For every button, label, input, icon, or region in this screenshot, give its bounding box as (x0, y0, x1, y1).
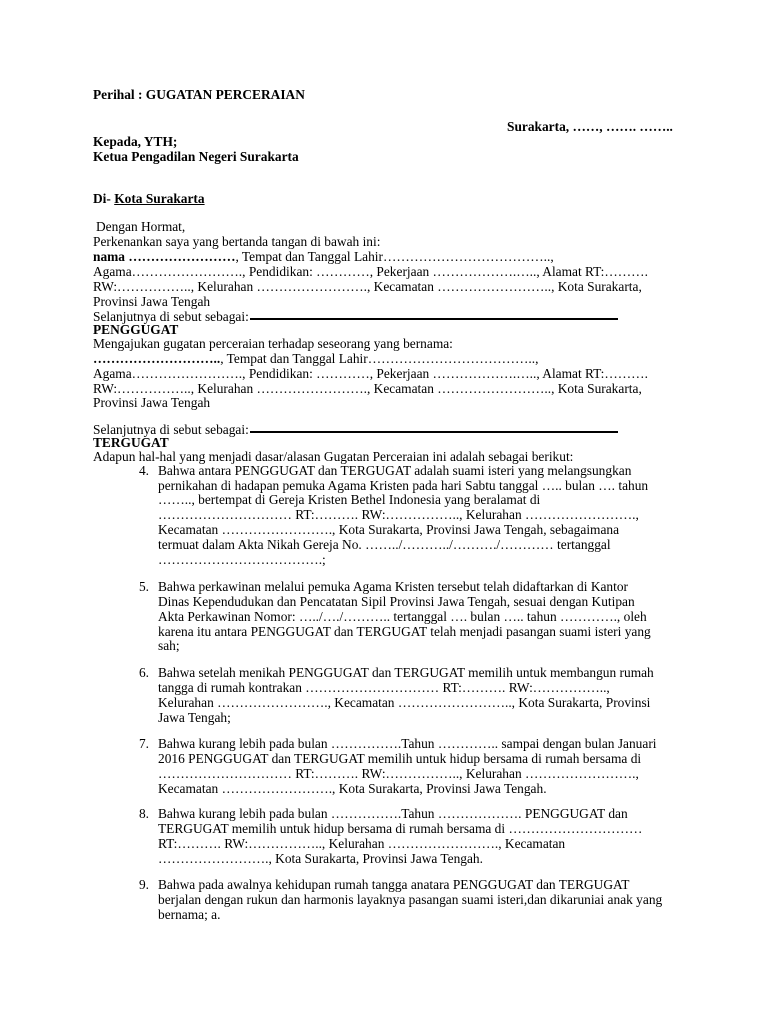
item-line: bernama; a. (158, 907, 221, 922)
reasons-intro: Adapun hal-hal yang menjadi dasar/alasan Gugatan Perceraian ini adalah sebagai berikut: (93, 449, 574, 464)
item-line: Dinas Kependudukan dan Pencatatan Sipil Provinsi Jawa Tengah, sesuai dengan Kutipan (158, 594, 635, 609)
item-line: Bahwa pada awalnya kehidupan rumah tangga anatara PENGGUGAT dan TERGUGAT (158, 877, 630, 892)
item-number: 4. (138, 463, 149, 478)
item-line: berjalan dengan rukun dan harmonis layaknya pasangan suami isteri,dan dikaruniai anak yang (158, 892, 663, 907)
item-line: Kecamatan ……………………., Kota Surakarta, Provinsi Jawa Tengah. (158, 781, 547, 796)
recipient-name: Ketua Pengadilan Negeri Surakarta (93, 149, 299, 164)
item-line: sah; (158, 638, 180, 653)
plaintiff-line-3: RW:…………….., Kelurahan ……………………., Kecamatan …………………….., Kota Surakarta, (93, 279, 642, 294)
item-line: Kelurahan ……………………., Kecamatan …………………….., Kota Surakarta, Provinsi (158, 695, 651, 710)
defendant-rule (250, 431, 618, 433)
defendant-line-3: RW:…………….., Kelurahan ……………………., Kecamatan …………………….., Kota Surakarta, (93, 381, 642, 396)
plaintiff-rule (250, 318, 618, 320)
defendant-name-line (93, 351, 538, 367)
item-line: ………………………… RT:………. RW:…………….., Kelurahan ……………………., (158, 766, 639, 781)
di-prefix: Di- (93, 191, 115, 206)
item-line: Bahwa perkawinan melalui pemuka Agama Kristen tersebut telah didaftarkan di Kantor (158, 579, 628, 594)
plaintiff-line-4: Provinsi Jawa Tengah (93, 294, 211, 309)
item-line: Bahwa setelah menikah PENGGUGAT dan TERGUGAT memilih untuk membangun rumah (158, 665, 654, 680)
greeting: Dengan Hormat, (96, 219, 186, 234)
plaintiff-line-2: Agama……………………., Pendidikan: …………, Pekerjaan ……………….….., Alamat RT:………. (93, 264, 648, 279)
item-number: 8. (138, 806, 149, 821)
item-line: tangga di rumah kontrakan ………………………… RT:………. RW:…………….., (158, 680, 610, 695)
item-line: …….., bertempat di Gereja Kristen Bethel Indonesia yang beralamat di (158, 492, 541, 507)
item-number: 7. (138, 736, 149, 751)
item-line: ……………………………….; (158, 552, 326, 567)
intro-text: Perkenankan saya yang bertanda tangan di bawah ini: (93, 234, 381, 249)
item-line: Jawa Tengah; (158, 710, 231, 725)
plaintiff-called: Selanjutnya di sebut sebagai: (93, 309, 249, 324)
item-line: ……………………., Kota Surakarta, Provinsi Jawa Tengah. (158, 851, 483, 866)
defendant-line-2: Agama……………………., Pendidikan: …………, Pekerjaan ……………….….., Alamat RT:………. (93, 366, 648, 381)
di-place: Kota Surakarta (114, 191, 205, 206)
item-line: Kecamatan ……………………., Kota Surakarta, Provinsi Jawa Tengah, sebagaimana (158, 522, 620, 537)
subject-line: Perihal : GUGATAN PERCERAIAN (93, 87, 305, 102)
plaintiff-name-label: nama …………………… (93, 249, 236, 264)
place-date: Surakarta, ……, ……. …….. (507, 119, 673, 134)
recipient-location (93, 191, 205, 207)
item-line: ………………………… RT:………. RW:…………….., Kelurahan ……………………., (158, 507, 639, 522)
item-number: 5. (138, 579, 149, 594)
plaintiff-name-line (93, 249, 554, 265)
item-line: 2016 PENGGUGAT dan TERGUGAT memilih untuk hidup bersama di rumah bersama di (158, 751, 642, 766)
item-line: pernikahan di hadapan pemuka Agama Kristen pada hari Sabtu tanggal ….. bulan …. tahun (158, 478, 649, 493)
item-line: RT:………. RW:…………….., Kelurahan ……………………., Kecamatan (158, 836, 566, 851)
item-line: Bahwa kurang lebih pada bulan …………….Tahun ………………. PENGGUGAT dan (158, 806, 628, 821)
item-line: Bahwa antara PENGGUGAT dan TERGUGAT adalah suami isteri yang melangsungkan (158, 463, 632, 478)
defendant-birth: , Tempat dan Tanggal Lahir……………………………….., (220, 351, 539, 366)
defendant-role: TERGUGAT (93, 435, 169, 450)
item-number: 9. (138, 877, 149, 892)
item-number: 6. (138, 665, 149, 680)
defendant-called: Selanjutnya di sebut sebagai: (93, 422, 249, 437)
item-line: termuat dalam Akta Nikah Gereja No. ……../………../………./………… tertanggal (158, 537, 611, 552)
plaintiff-birth: , Tempat dan Tanggal Lahir……………………………….., (235, 249, 554, 264)
defendant-name-label: ……………………….. (93, 351, 221, 366)
defendant-line-4: Provinsi Jawa Tengah (93, 395, 211, 410)
item-line: TERGUGAT memilih untuk hidup bersama di rumah bersama di ………………………… (158, 821, 643, 836)
item-line: karena itu antara PENGGUGAT dan TERGUGAT telah menjadi pasangan suami isteri yang (158, 624, 651, 639)
item-line: Akta Perkawinan Nomor: …../…./……….. tertanggal …. bulan ….. tahun …………., oleh (158, 609, 647, 624)
plaintiff-role: PENGGUGAT (93, 322, 179, 337)
item-line: Bahwa kurang lebih pada bulan …………….Tahun ………….. sampai dengan bulan Januari (158, 736, 657, 751)
recipient-to: Kepada, YTH; (93, 134, 178, 149)
defendant-intro: Mengajukan gugatan perceraian terhadap seseorang yang bernama: (93, 336, 453, 351)
